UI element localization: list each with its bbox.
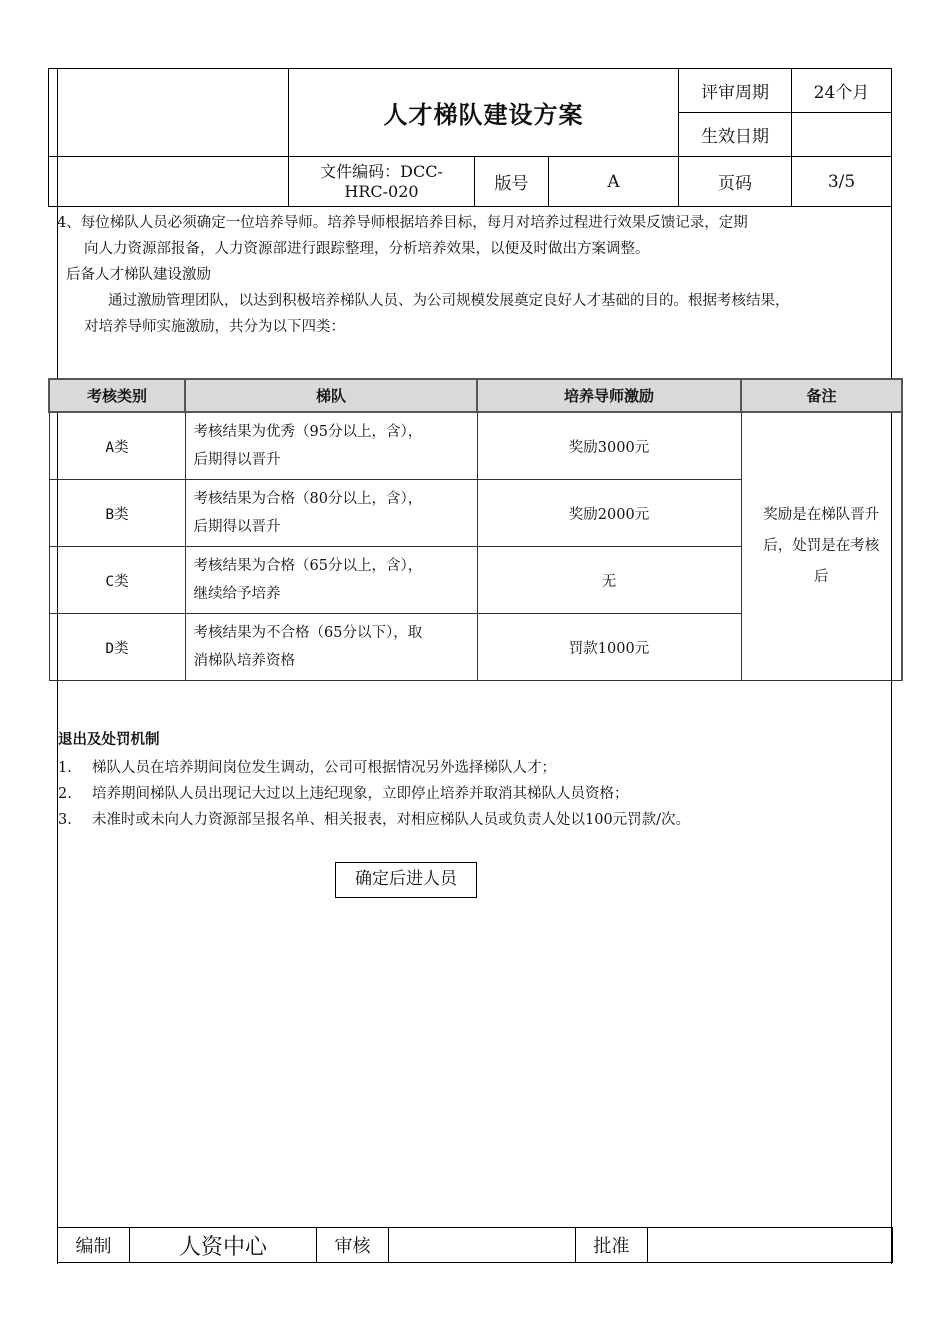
category-cell: B类 [49, 480, 185, 547]
review-cycle-value: 24个月 [792, 69, 892, 113]
list-text: 培养期间梯队人员出现记大过以上违纪现象，立即停止培养并取消其梯队人员资格； [92, 786, 629, 802]
category-cell: C类 [49, 547, 185, 614]
column-header: 梯队 [185, 379, 477, 412]
document-code-line1: 文件编码：DCC- [320, 161, 443, 181]
document-header-table [48, 68, 892, 207]
effective-date-value [792, 113, 892, 157]
reviewed-by-value [389, 1228, 576, 1263]
prepared-by-value: 人资中心 [130, 1228, 317, 1263]
list-text: 未准时或未向人力资源部呈报名单、相关报表，对相应梯队人员或负责人处以100元罚款/次。 [92, 812, 691, 828]
version-value: A [549, 157, 679, 207]
list-number: 2. [58, 786, 72, 802]
prepared-by-label: 编制 [58, 1228, 130, 1263]
page-value: 3/5 [792, 157, 892, 207]
standard-cell [185, 480, 477, 547]
paragraph-4-line2: 向人力资源部报备，人力资源部进行跟踪整理，分析培养效果，以便及时做出方案调整。 [84, 241, 650, 257]
approved-by-label: 批准 [576, 1228, 648, 1263]
appraisal-table [48, 378, 903, 681]
category-cell: D类 [49, 614, 185, 681]
reward-cell: 奖励3000元 [477, 412, 741, 480]
category-cell: A类 [49, 412, 185, 480]
column-header: 考核类别 [49, 379, 185, 412]
incentive-line2: 对培养导师实施激励，共分为以下四类： [84, 319, 345, 335]
list-number: 3. [58, 812, 72, 828]
standard-line: 考核结果为合格（65分以上，含）， [193, 558, 423, 574]
list-item [58, 755, 556, 781]
paragraph-4-line1: 4、每位梯队人员必须确定一位培养导师。培养导师根据培养目标，每月对培养过程进行效果反馈记录，定期 [57, 215, 748, 231]
incentive-heading: 后备人才梯队建设激励 [66, 267, 211, 283]
signoff-table [57, 1227, 893, 1263]
document-code [289, 157, 475, 207]
logo-cell [49, 69, 289, 157]
standard-line: 考核结果为不合格（65分以下），取 [193, 625, 423, 641]
column-header: 培养导师激励 [477, 379, 741, 412]
page-label: 页码 [679, 157, 792, 207]
reviewed-by-label: 审核 [317, 1228, 389, 1263]
flow-box-confirm-personnel: 确定后进人员 [335, 862, 477, 898]
document-title: 人才梯队建设方案 [289, 69, 679, 157]
table-row [49, 412, 902, 480]
standard-line: 消梯队培养资格 [193, 653, 295, 669]
list-number: 1. [58, 760, 72, 776]
remarks-line: 奖励是在梯队晋升 [763, 507, 880, 523]
review-cycle-label: 评审周期 [679, 69, 792, 113]
remarks-line: 后 [814, 569, 829, 585]
standard-cell [185, 547, 477, 614]
reward-cell: 罚款1000元 [477, 614, 741, 681]
standard-cell [185, 614, 477, 681]
incentive-line1: 通过激励管理团队，以达到积极培养梯队人员、为公司规模发展奠定良好人才基础的目的。根据考核结果， [108, 293, 790, 309]
standard-line: 后期得以晋升 [193, 452, 281, 468]
effective-date-label: 生效日期 [679, 113, 792, 157]
column-header: 备注 [741, 379, 902, 412]
version-label: 版号 [475, 157, 549, 207]
standard-cell [185, 412, 477, 480]
exit-heading: 退出及处罚机制 [58, 732, 160, 748]
reward-cell: 奖励2000元 [477, 480, 741, 547]
list-item [58, 807, 690, 833]
remarks-cell [741, 412, 902, 681]
standard-line: 后期得以晋升 [193, 519, 281, 535]
reward-cell: 无 [477, 547, 741, 614]
remarks-line: 后，处罚是在考核 [763, 538, 880, 554]
approved-by-value [648, 1228, 893, 1263]
standard-line: 考核结果为优秀（95分以上，含）， [193, 424, 423, 440]
standard-line: 继续给予培养 [193, 586, 281, 602]
document-code-line2: HRC-020 [344, 181, 419, 201]
standard-line: 考核结果为合格（80分以上，含）， [193, 491, 423, 507]
list-item [58, 781, 629, 807]
header-blank-cell [49, 157, 289, 207]
list-text: 梯队人员在培养期间岗位发生调动，公司可根据情况另外选择梯队人才； [92, 760, 556, 776]
